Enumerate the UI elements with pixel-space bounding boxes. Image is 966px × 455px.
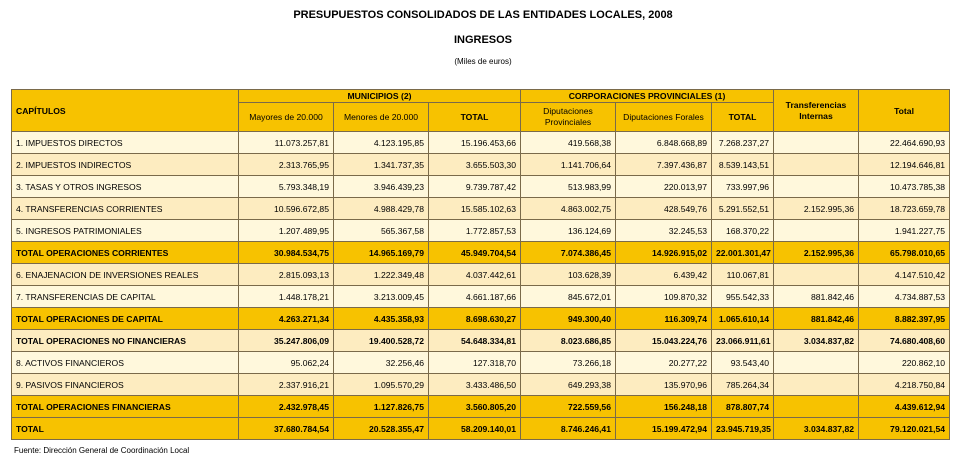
cell-value: 2.815.093,13 <box>239 264 334 286</box>
cell-value: 6.848.668,89 <box>616 132 712 154</box>
cell-value: 20.528.355,47 <box>334 418 429 440</box>
cell-value: 12.194.646,81 <box>859 154 950 176</box>
header-menores: Menores de 20.000 <box>334 103 429 132</box>
table-row <box>12 264 950 286</box>
cell-value: 649.293,38 <box>521 374 616 396</box>
cell-value: 220.013,97 <box>616 176 712 198</box>
cell-value: 4.439.612,94 <box>859 396 950 418</box>
table-row <box>12 132 950 154</box>
cell-value: 8.698.630,27 <box>429 308 521 330</box>
table-row <box>12 374 950 396</box>
cell-value: 168.370,22 <box>712 220 774 242</box>
cell-value: 19.400.528,72 <box>334 330 429 352</box>
cell-value: 37.680.784,54 <box>239 418 334 440</box>
cell-value: 4.263.271,34 <box>239 308 334 330</box>
cell-value: 2.152.995,36 <box>774 242 859 264</box>
cell-value: 4.988.429,78 <box>334 198 429 220</box>
table-row <box>12 176 950 198</box>
cell-value: 7.268.237,27 <box>712 132 774 154</box>
cell-value: 110.067,81 <box>712 264 774 286</box>
cell-value: 8.539.143,51 <box>712 154 774 176</box>
cell-value: 3.034.837,82 <box>774 330 859 352</box>
cell-value: 1.095.570,29 <box>334 374 429 396</box>
header-transferencias: Transferencias Internas <box>774 90 859 132</box>
cell-value: 10.596.672,85 <box>239 198 334 220</box>
cell-value <box>774 176 859 198</box>
cell-value: 3.433.486,50 <box>429 374 521 396</box>
cell-value: 93.543,40 <box>712 352 774 374</box>
row-label: TOTAL <box>12 418 239 440</box>
cell-value: 3.560.805,20 <box>429 396 521 418</box>
cell-value: 32.245,53 <box>616 220 712 242</box>
row-label: TOTAL OPERACIONES FINANCIERAS <box>12 396 239 418</box>
cell-value: 65.798.010,65 <box>859 242 950 264</box>
cell-value: 1.207.489,95 <box>239 220 334 242</box>
cell-value: 14.926.915,02 <box>616 242 712 264</box>
cell-value: 3.655.503,30 <box>429 154 521 176</box>
header-total-corporaciones: TOTAL <box>712 103 774 132</box>
cell-value: 15.043.224,76 <box>616 330 712 352</box>
row-label: TOTAL OPERACIONES NO FINANCIERAS <box>12 330 239 352</box>
header-total: Total <box>859 90 950 132</box>
cell-value <box>774 132 859 154</box>
header-mayores: Mayores de 20.000 <box>239 103 334 132</box>
cell-value: 4.037.442,61 <box>429 264 521 286</box>
page-subtitle: INGRESOS <box>453 34 513 46</box>
cell-value: 109.870,32 <box>616 286 712 308</box>
cell-value: 1.448.178,21 <box>239 286 334 308</box>
cell-value <box>774 374 859 396</box>
cell-value: 4.435.358,93 <box>334 308 429 330</box>
cell-value: 10.473.785,38 <box>859 176 950 198</box>
cell-value: 3.213.009,45 <box>334 286 429 308</box>
cell-value: 1.065.610,14 <box>712 308 774 330</box>
cell-value: 4.218.750,84 <box>859 374 950 396</box>
cell-value: 878.807,74 <box>712 396 774 418</box>
table-row <box>12 154 950 176</box>
cell-value: 785.264,34 <box>712 374 774 396</box>
cell-value: 136.124,69 <box>521 220 616 242</box>
cell-value: 135.970,96 <box>616 374 712 396</box>
cell-value: 220.862,10 <box>859 352 950 374</box>
cell-value: 45.949.704,54 <box>429 242 521 264</box>
table-row <box>12 286 950 308</box>
header-corporaciones: CORPORACIONES PROVINCIALES (1) <box>521 90 774 103</box>
row-label: 9. PASIVOS FINANCIEROS <box>12 374 239 396</box>
cell-value: 1.341.737,35 <box>334 154 429 176</box>
cell-value: 30.984.534,75 <box>239 242 334 264</box>
cell-value: 54.648.334,81 <box>429 330 521 352</box>
cell-value: 513.983,99 <box>521 176 616 198</box>
cell-value: 127.318,70 <box>429 352 521 374</box>
cell-value: 22.464.690,93 <box>859 132 950 154</box>
cell-value: 32.256,46 <box>334 352 429 374</box>
cell-value: 23.945.719,35 <box>712 418 774 440</box>
row-label: 2. IMPUESTOS INDIRECTOS <box>12 154 239 176</box>
cell-value: 949.300,40 <box>521 308 616 330</box>
cell-value: 845.672,01 <box>521 286 616 308</box>
cell-value: 11.073.257,81 <box>239 132 334 154</box>
row-label: 5. INGRESOS PATRIMONIALES <box>12 220 239 242</box>
budget-table <box>11 89 950 440</box>
cell-value: 2.313.765,95 <box>239 154 334 176</box>
cell-value: 18.723.659,78 <box>859 198 950 220</box>
cell-value: 14.965.169,79 <box>334 242 429 264</box>
page-title: PRESUPUESTOS CONSOLIDADOS DE LAS ENTIDADES LOCALES, 2008 <box>293 9 673 21</box>
cell-value: 722.559,56 <box>521 396 616 418</box>
cell-value: 8.882.397,95 <box>859 308 950 330</box>
cell-value: 4.734.887,53 <box>859 286 950 308</box>
total-row <box>12 242 950 264</box>
cell-value: 9.739.787,42 <box>429 176 521 198</box>
cell-value: 5.291.552,51 <box>712 198 774 220</box>
cell-value: 3.946.439,23 <box>334 176 429 198</box>
cell-value: 156.248,18 <box>616 396 712 418</box>
row-label: 1. IMPUESTOS DIRECTOS <box>12 132 239 154</box>
cell-value: 881.842,46 <box>774 308 859 330</box>
cell-value: 1.127.826,75 <box>334 396 429 418</box>
cell-value: 73.266,18 <box>521 352 616 374</box>
cell-value: 5.793.348,19 <box>239 176 334 198</box>
cell-value: 1.941.227,75 <box>859 220 950 242</box>
cell-value: 1.772.857,53 <box>429 220 521 242</box>
cell-value: 955.542,33 <box>712 286 774 308</box>
header-diputaciones-provinciales: Diputaciones Provinciales <box>521 103 616 132</box>
cell-value: 79.120.021,54 <box>859 418 950 440</box>
cell-value: 6.439,42 <box>616 264 712 286</box>
row-label: TOTAL OPERACIONES CORRIENTES <box>12 242 239 264</box>
cell-value: 20.277,22 <box>616 352 712 374</box>
cell-value: 4.147.510,42 <box>859 264 950 286</box>
cell-value: 2.152.995,36 <box>774 198 859 220</box>
row-label: 4. TRANSFERENCIAS CORRIENTES <box>12 198 239 220</box>
cell-value: 116.309,74 <box>616 308 712 330</box>
cell-value: 2.432.978,45 <box>239 396 334 418</box>
cell-value: 8.023.686,85 <box>521 330 616 352</box>
cell-value: 2.337.916,21 <box>239 374 334 396</box>
table-row <box>12 352 950 374</box>
cell-value: 565.367,58 <box>334 220 429 242</box>
row-label: 3. TASAS Y OTROS INGRESOS <box>12 176 239 198</box>
cell-value: 15.199.472,94 <box>616 418 712 440</box>
cell-value: 22.001.301,47 <box>712 242 774 264</box>
cell-value: 74.680.408,60 <box>859 330 950 352</box>
header-capitulos: CAPÍTULOS <box>12 90 239 132</box>
cell-value: 881.842,46 <box>774 286 859 308</box>
total-row <box>12 418 950 440</box>
cell-value: 4.661.187,66 <box>429 286 521 308</box>
cell-value <box>774 220 859 242</box>
table-row <box>12 198 950 220</box>
header-row-1 <box>12 90 950 103</box>
cell-value: 15.585.102,63 <box>429 198 521 220</box>
cell-value <box>774 396 859 418</box>
table-row <box>12 220 950 242</box>
cell-value: 15.196.453,66 <box>429 132 521 154</box>
table-row <box>12 330 950 352</box>
cell-value: 419.568,38 <box>521 132 616 154</box>
header-total-municipios: TOTAL <box>429 103 521 132</box>
row-label: 6. ENAJENACION DE INVERSIONES REALES <box>12 264 239 286</box>
cell-value: 733.997,96 <box>712 176 774 198</box>
row-label: 8. ACTIVOS FINANCIEROS <box>12 352 239 374</box>
cell-value <box>774 352 859 374</box>
row-label: 7. TRANSFERENCIAS DE CAPITAL <box>12 286 239 308</box>
row-label: TOTAL OPERACIONES DE CAPITAL <box>12 308 239 330</box>
source-note: Fuente: Dirección General de Coordinación Local <box>14 446 190 455</box>
cell-value: 35.247.806,09 <box>239 330 334 352</box>
cell-value: 103.628,39 <box>521 264 616 286</box>
total-row <box>12 396 950 418</box>
cell-value: 3.034.837,82 <box>774 418 859 440</box>
units-note: (Miles de euros) <box>454 57 512 66</box>
total-row <box>12 308 950 330</box>
cell-value: 428.549,76 <box>616 198 712 220</box>
header-municipios: MUNICIPIOS (2) <box>239 90 521 103</box>
cell-value <box>774 264 859 286</box>
cell-value: 7.397.436,87 <box>616 154 712 176</box>
cell-value: 95.062,24 <box>239 352 334 374</box>
cell-value: 7.074.386,45 <box>521 242 616 264</box>
cell-value: 23.066.911,61 <box>712 330 774 352</box>
cell-value: 4.863.002,75 <box>521 198 616 220</box>
header-diputaciones-forales: Diputaciones Forales <box>616 103 712 132</box>
cell-value: 1.222.349,48 <box>334 264 429 286</box>
cell-value: 4.123.195,85 <box>334 132 429 154</box>
cell-value: 8.746.246,41 <box>521 418 616 440</box>
cell-value <box>774 154 859 176</box>
cell-value: 1.141.706,64 <box>521 154 616 176</box>
cell-value: 58.209.140,01 <box>429 418 521 440</box>
